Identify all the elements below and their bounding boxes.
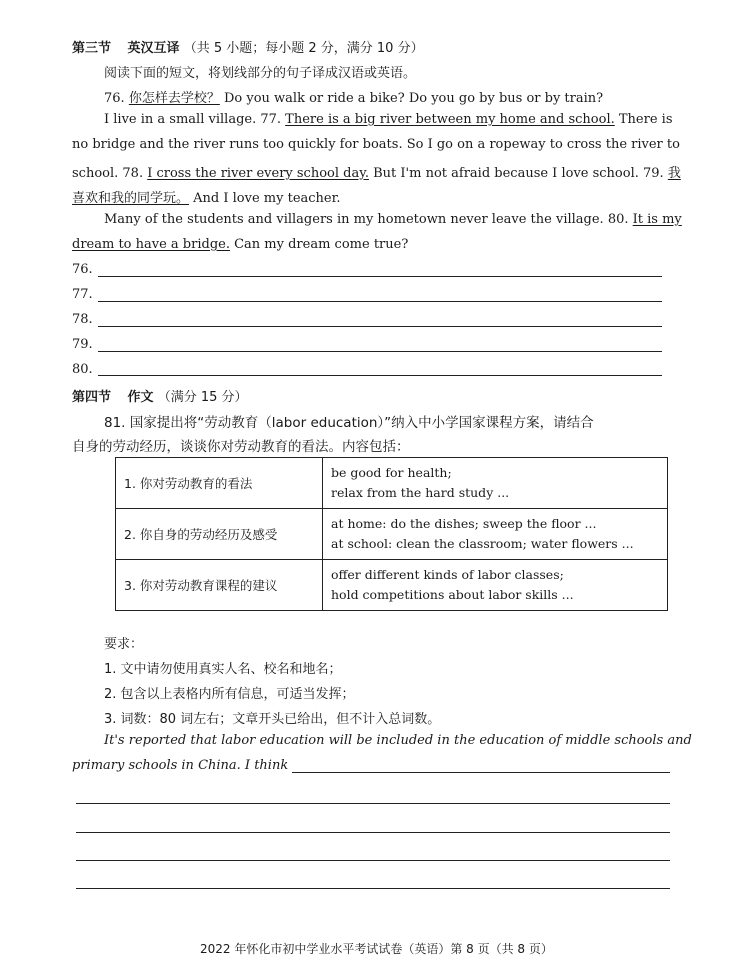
requirement-item: 2. 包含以上表格内所有信息，可适当发挥； (104, 687, 355, 702)
section4-note: （满分 15 分） (157, 390, 248, 405)
p3-line1: Many of the students and villagers in my hometown never leave the village. 80. (104, 212, 629, 227)
table-hint: offer different kinds of labor classes; (331, 567, 564, 582)
essay-line[interactable] (76, 803, 670, 804)
table-hints (323, 560, 668, 611)
q76-number: 76. (104, 91, 125, 106)
p3-line2-rest: Can my dream come true? (234, 237, 409, 252)
p2-start: I live in a small village. 77. (104, 112, 282, 127)
q80-underlined-b: dream to have a bridge. (72, 237, 230, 252)
answer-line-77[interactable] (98, 301, 662, 302)
q80-underlined-a: It is my (632, 212, 682, 227)
passage-line-7 (72, 237, 408, 252)
table-hint: hold competitions about labor skills ... (331, 587, 574, 602)
passage-line-2 (104, 112, 673, 127)
passage-line-6 (104, 212, 682, 227)
section3-header (72, 37, 424, 56)
answer-number: 77. (72, 287, 93, 302)
table-topic: 3. 你对劳动教育课程的建议 (116, 560, 323, 611)
table-row (116, 458, 668, 509)
q77-underlined: There is a big river between my home and school. (285, 112, 615, 127)
section4-label: 第四节 (72, 390, 112, 405)
table-topic: 2. 你自身的劳动经历及感受 (116, 509, 323, 560)
table-hints (323, 509, 668, 560)
requirement-item: 1. 文中请勿使用真实人名、校名和地名； (104, 662, 342, 677)
section4-header (72, 386, 248, 405)
p2-line3-start: school. 78. (72, 166, 144, 181)
q79-underlined-b: 喜欢和我的同学玩。 (72, 191, 190, 206)
table-hint: at school: clean the classroom; water flowers ... (331, 536, 634, 551)
table-row (116, 560, 668, 611)
content-table (115, 457, 668, 611)
passage-line-3: no bridge and the river runs too quickly for boats. So I go on a ropeway to cross the river to (72, 137, 680, 152)
q79-underlined-a: 我 (667, 166, 681, 181)
table-hints (323, 458, 668, 509)
q81-line-2: 自身的劳动经历，谈谈你对劳动教育的看法。内容包括： (72, 439, 410, 455)
table-topic: 1. 你对劳动教育的看法 (116, 458, 323, 509)
essay-line[interactable] (76, 832, 670, 833)
passage-line-5 (72, 187, 341, 206)
answer-line-80[interactable] (98, 375, 662, 376)
p2-line3-mid: But I'm not afraid because I love school. 79. (373, 166, 664, 181)
table-hint: relax from the hard study ... (331, 485, 510, 500)
answer-number: 76. (72, 262, 93, 277)
passage-line-1 (104, 87, 603, 106)
answer-number: 78. (72, 312, 93, 327)
answer-number: 79. (72, 337, 93, 352)
q78-underlined: I cross the river every school day. (147, 166, 369, 181)
section3-note: （共 5 小题；每小题 2 分，满分 10 分） (183, 41, 424, 56)
section4-title: 作文 (127, 390, 154, 405)
essay-start-line-2: primary schools in China. I think (72, 758, 289, 773)
section3-title: 英汉互译 (127, 41, 180, 56)
p2-after77: There is (618, 112, 673, 127)
q76-rest: Do you walk or ride a bike? Do you go by bus or by train? (223, 91, 604, 106)
section3-label: 第三节 (72, 41, 112, 56)
answer-line-76[interactable] (98, 276, 662, 277)
answer-number: 80. (72, 362, 93, 377)
essay-line[interactable] (76, 888, 670, 889)
q76-underlined: 你怎样去学校？ (128, 91, 220, 106)
table-hint: at home: do the dishes; sweep the floor ... (331, 516, 597, 531)
section3-instruction: 阅读下面的短文，将划线部分的句子译成汉语或英语。 (104, 66, 417, 81)
essay-line[interactable] (76, 860, 670, 861)
answer-line-78[interactable] (98, 326, 662, 327)
page-footer: 2022 年怀化市初中学业水平考试试卷（英语）第 8 页（共 8 页） (200, 942, 553, 956)
essay-start-line-1: It's reported that labor education will be included in the education of middle schools and (104, 733, 692, 748)
requirement-item: 3. 词数：80 词左右；文章开头已给出，但不计入总词数。 (104, 712, 441, 727)
table-row (116, 509, 668, 560)
q81-line-1: 81. 国家提出将“劳动教育（labor education）”纳入中小学国家课程方案，请结合 (104, 415, 594, 431)
table-hint: be good for health; (331, 465, 452, 480)
requirements-heading: 要求： (104, 637, 144, 652)
essay-line[interactable] (292, 772, 670, 773)
passage-line-4 (72, 162, 681, 181)
p2-line4-rest: And I love my teacher. (193, 191, 341, 206)
answer-line-79[interactable] (98, 351, 662, 352)
